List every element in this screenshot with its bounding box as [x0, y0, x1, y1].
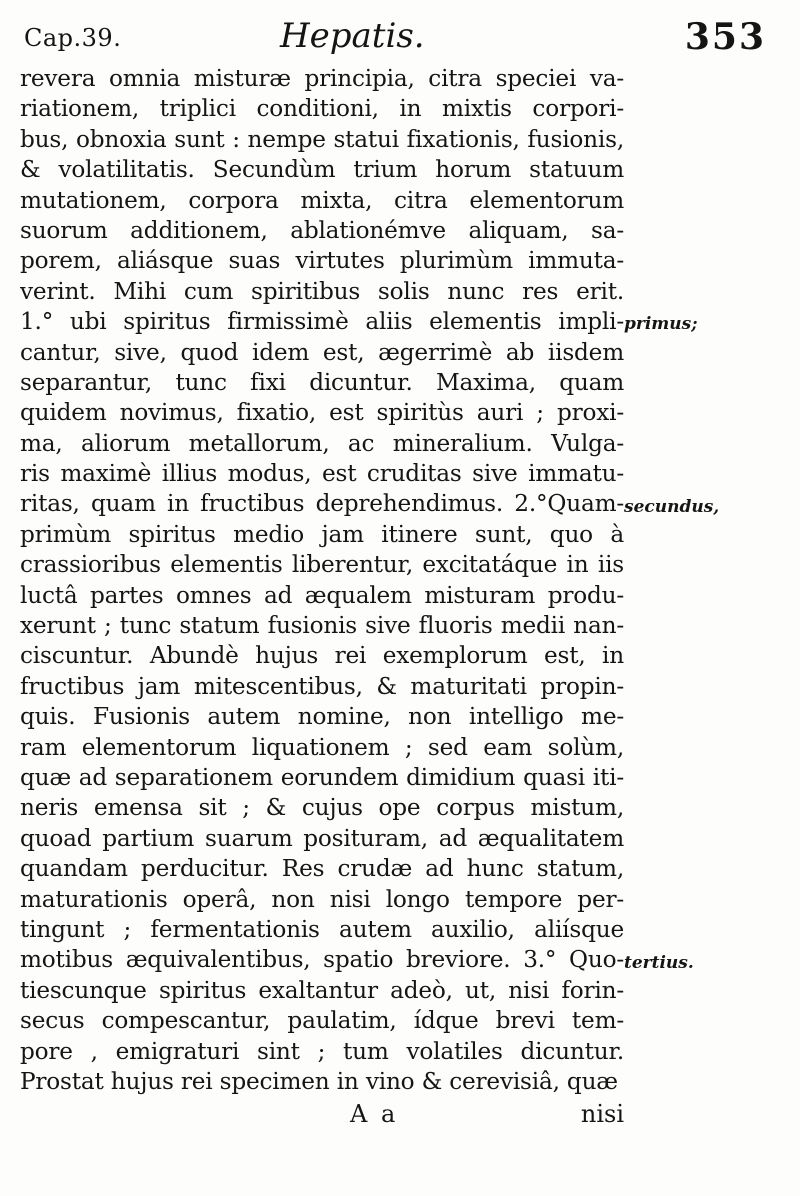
- text-line: ma, aliorum metallorum, ac mineralium. Vulga-: [20, 429, 624, 457]
- margin-note-primus: primus;: [624, 314, 698, 334]
- text-line: maturationis operâ, non nisi longo tempore per-: [20, 885, 624, 913]
- text-line: porem, aliásque suas virtutes plurimùm immuta-: [20, 247, 624, 275]
- text-line: ciscuntur. Abundè hujus rei exemplorum est, in: [20, 642, 624, 670]
- text-line: riationem, triplici conditioni, in mixtis corpori-: [20, 95, 624, 123]
- text-line: motibus æquivalentibus, spatio breviore. 3.° Quo-: [20, 946, 624, 974]
- text-line: quæ ad separationem eorundem dimidium quasi iti-: [20, 763, 624, 791]
- text-line: revera omnia misturæ principia, citra speciei va-: [20, 65, 624, 92]
- page-header: [24, 14, 766, 60]
- text-line: luctâ partes omnes ad æqualem misturam produ-: [20, 581, 624, 609]
- text-line: ram elementorum liquationem ; sed eam solùm,: [20, 733, 624, 761]
- text-line: 1.° ubi spiritus firmissimè aliis elementis impli-: [20, 308, 624, 336]
- text-line: suorum additionem, ablationémve aliquam, sa-: [20, 216, 624, 244]
- text-line: tiescunque spiritus exaltantur adeò, ut, nisi forin-: [20, 976, 624, 1004]
- text-line: verint. Mihi cum spiritibus solis nunc res erit.: [20, 277, 624, 305]
- text-line: quidem novimus, fixatio, est spiritùs auri ; proxi-: [20, 399, 624, 427]
- body-text: [20, 64, 624, 1097]
- signature-mark: A a: [350, 1100, 399, 1128]
- running-title: Hepatis.: [280, 16, 425, 56]
- text-line: bus, obnoxia sunt : nempe statui fixationis, fusionis,: [20, 125, 624, 153]
- text-line: cantur, sive, quod idem est, ægerrimè ab iisdem: [20, 338, 624, 366]
- text-line: quoad partium suarum posituram, ad æqualitatem: [20, 824, 624, 852]
- text-line: quandam perducitur. Res crudæ ad hunc statum,: [20, 855, 624, 883]
- page-number: 353: [684, 16, 766, 58]
- text-line: pore , emigraturi sint ; tum volatiles dicuntur.: [20, 1037, 624, 1065]
- text-line: mutationem, corpora mixta, citra elementorum: [20, 186, 624, 214]
- text-line: crassioribus elementis liberentur, excitatáque in iis: [20, 551, 624, 579]
- text-line: Prostat hujus rei specimen in vino & cerevisiâ, quæ: [20, 1067, 618, 1095]
- text-line: separantur, tunc fixi dicuntur. Maxima, quam: [20, 368, 624, 396]
- text-line: fructibus jam mitescentibus, & maturitati propin-: [20, 672, 624, 700]
- text-line: neris emensa sit ; & cujus ope corpus mistum,: [20, 794, 624, 822]
- text-line: primùm spiritus medio jam itinere sunt, quo à: [20, 520, 624, 548]
- margin-note-tertius: tertius.: [624, 953, 694, 973]
- text-line: quis. Fusionis autem nomine, non intelligo me-: [20, 703, 624, 731]
- text-line: ris maximè illius modus, est cruditas sive immatu-: [20, 460, 624, 488]
- text-line: ritas, quam in fructibus deprehendimus. 2.°Quam-: [20, 490, 624, 518]
- text-line: xerunt ; tunc statum fusionis sive fluoris medii nan-: [20, 612, 624, 640]
- margin-note-secundus: secundus,: [624, 497, 720, 517]
- text-line: & volatilitatis. Secundùm trium horum statuum: [20, 156, 624, 184]
- text-line: tingunt ; fermentationis autem auxilio, aliísque: [20, 915, 624, 943]
- catchword: nisi: [580, 1100, 624, 1128]
- text-line: secus compescantur, paulatim, ídque brevi tem-: [20, 1007, 624, 1035]
- chapter-label: Cap.39.: [24, 24, 122, 52]
- page-footer: [20, 1100, 624, 1132]
